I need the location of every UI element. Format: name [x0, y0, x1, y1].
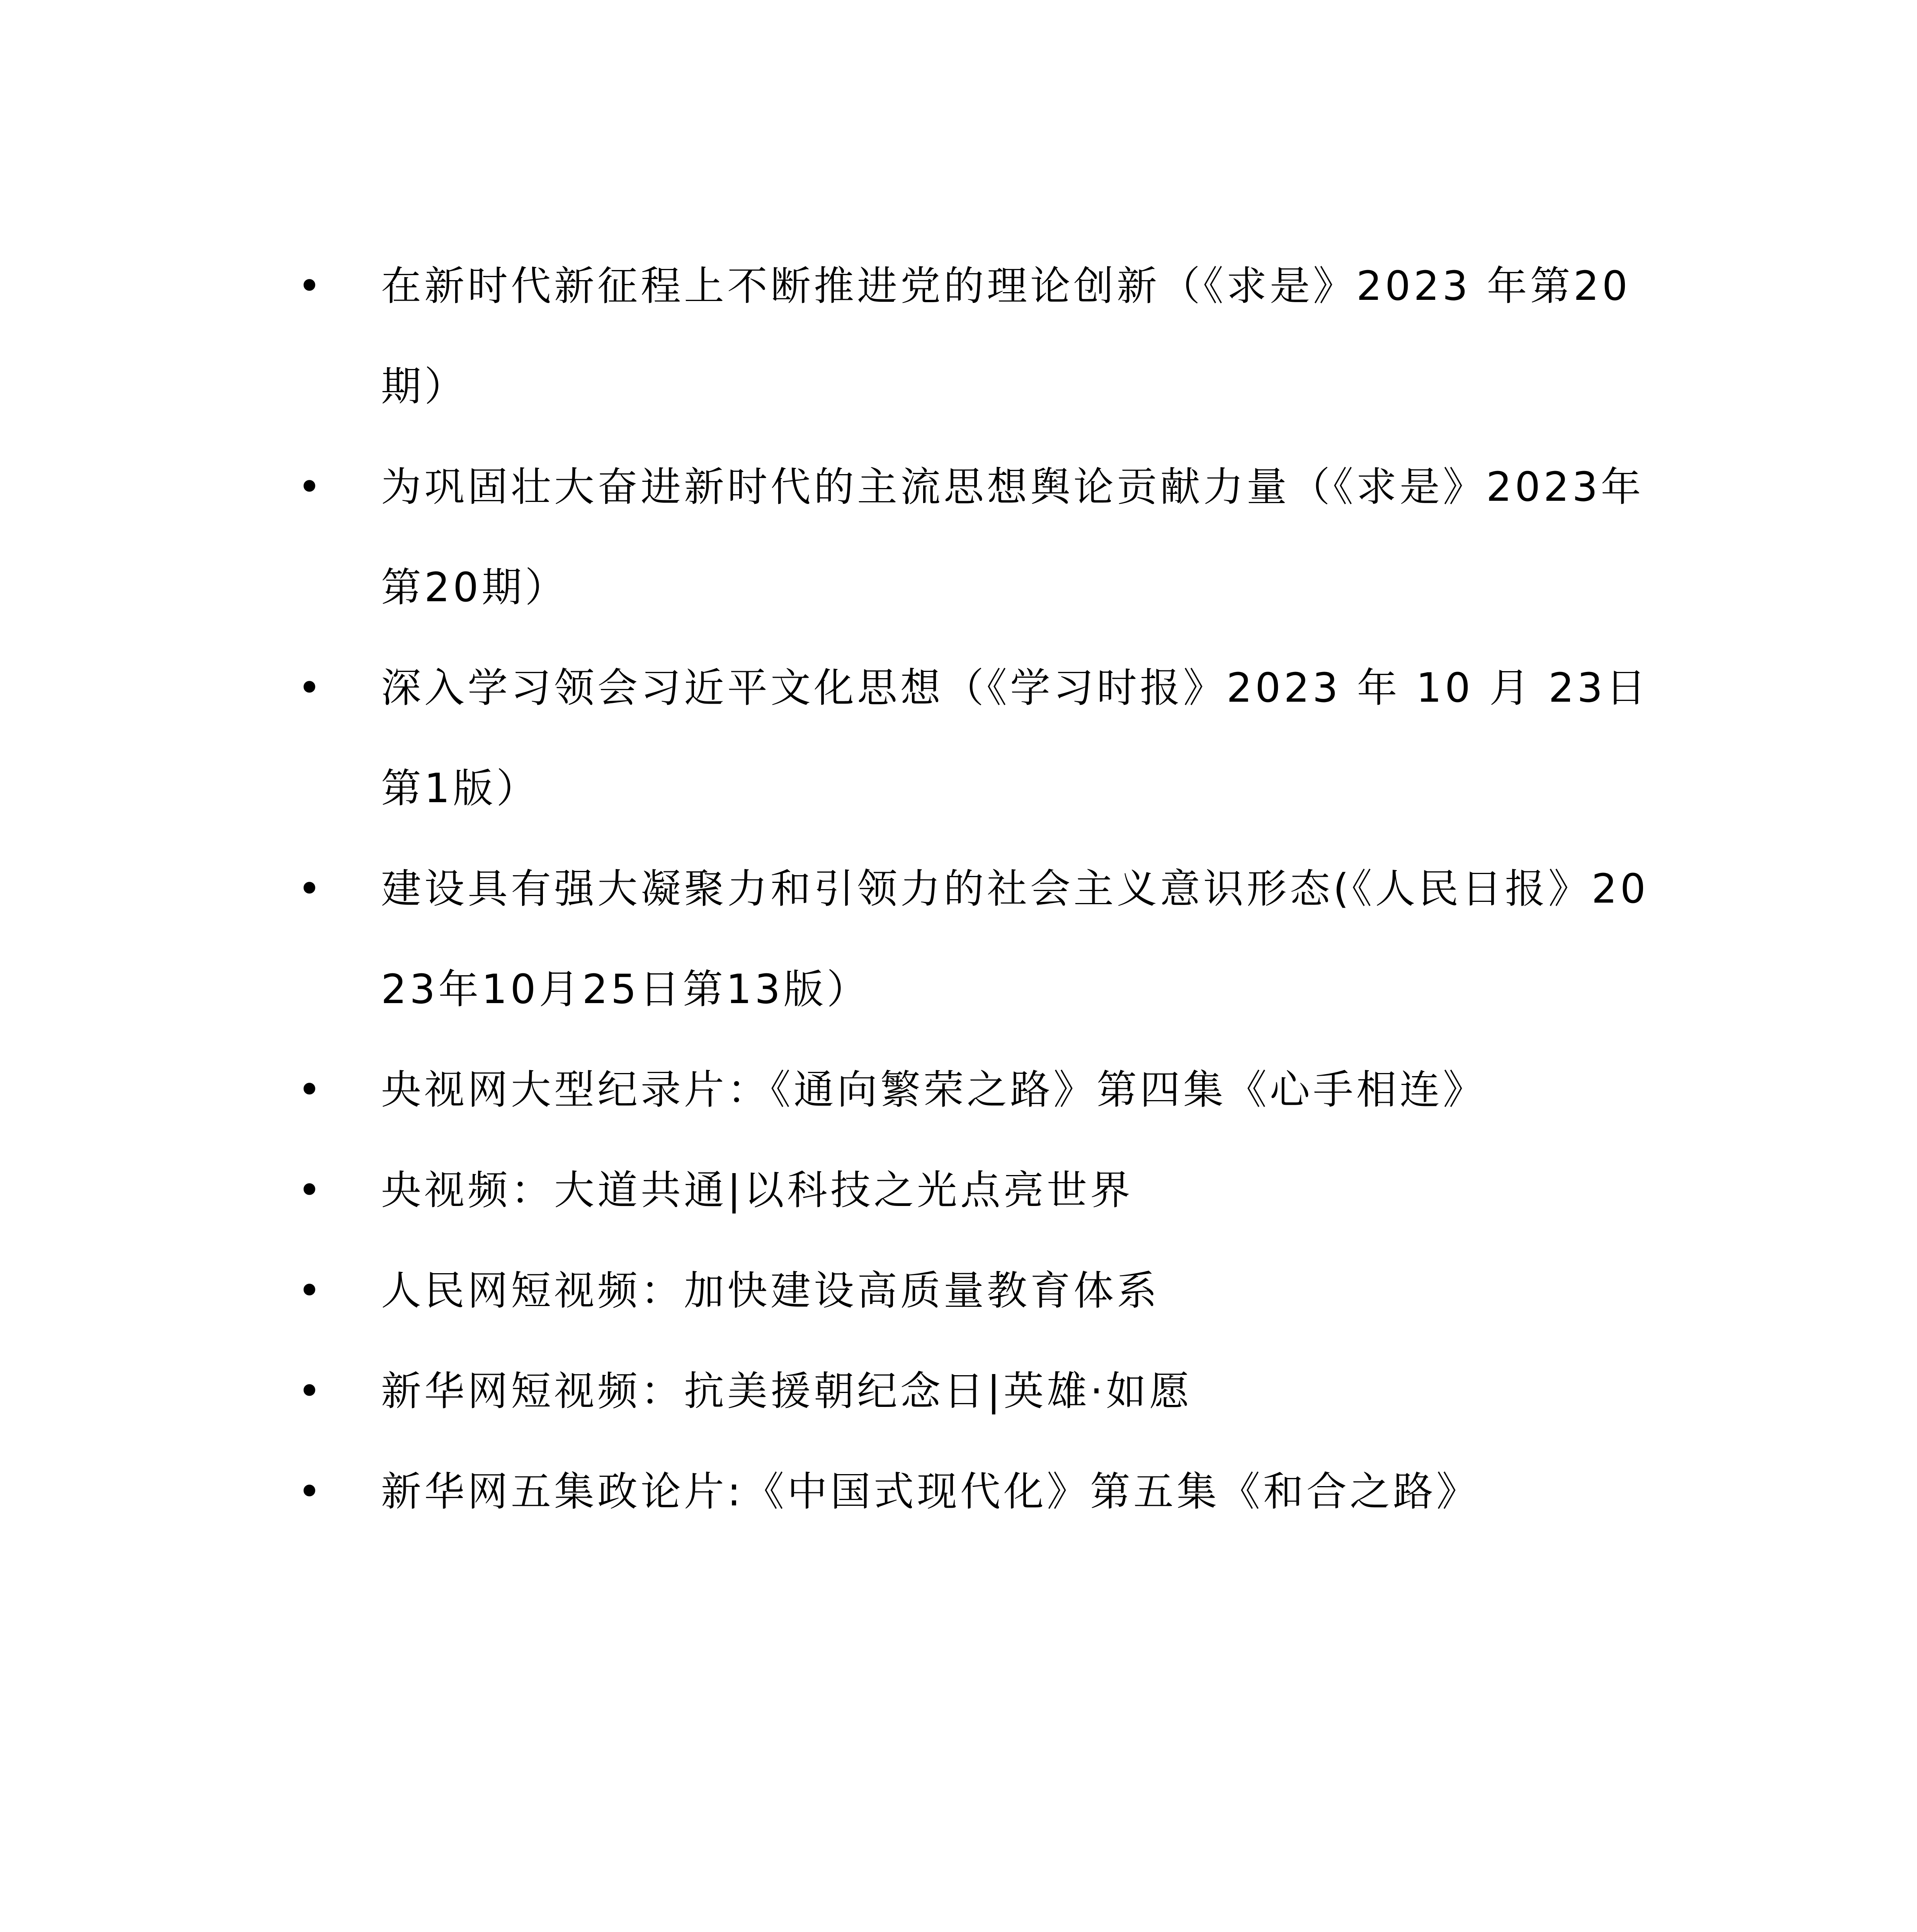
bullet-icon: •: [298, 1468, 325, 1515]
recommended-reading-list: [286, 236, 1677, 1542]
list-item-text: 人民网短视频：加快建设高质量教育体系: [381, 1267, 1160, 1314]
list-item: [286, 638, 1677, 838]
bullet-icon: •: [298, 1267, 325, 1314]
bullet-icon: •: [298, 463, 325, 510]
bullet-icon: •: [298, 1066, 325, 1113]
list-item-text: 建设具有强大凝聚力和引领力的社会主义意识形态(《人民日报》2023年10月25日第13版）: [381, 865, 1649, 1013]
list-item-text: 央视频：大道共通|以科技之光点亮世界: [381, 1167, 1134, 1214]
list-item-text: 为巩固壮大奋进新时代的主流思想舆论贡献力量（《求是》2023年第20期）: [381, 463, 1644, 611]
list-item: [286, 1140, 1677, 1240]
bullet-icon: •: [298, 1167, 325, 1214]
list-item: [286, 1240, 1677, 1341]
bullet-icon: •: [298, 865, 325, 912]
list-item-text: 新华网五集政论片:《中国式现代化》第五集《和合之路》: [381, 1468, 1480, 1515]
list-item: [286, 236, 1677, 437]
list-item: [286, 1341, 1677, 1441]
bullet-icon: •: [298, 262, 325, 310]
list-item-text: 深入学习领会习近平文化思想（《学习时报》2023 年 10 月 23日第1版）: [381, 664, 1649, 812]
list-item-text: 新华网短视频：抗美援朝纪念日|英雄·如愿: [381, 1367, 1193, 1415]
list-item: [286, 838, 1677, 1039]
bullet-icon: •: [298, 664, 325, 711]
list-item: [286, 437, 1677, 638]
list-item: [286, 1441, 1677, 1542]
list-item: [286, 1039, 1677, 1140]
list-item-text: 在新时代新征程上不断推进党的理论创新（《求是》2023 年第20期）: [381, 262, 1631, 410]
bullet-icon: •: [298, 1367, 325, 1415]
list-item-text: 央视网大型纪录片：《通向繁荣之路》第四集《心手相连》: [381, 1066, 1487, 1113]
